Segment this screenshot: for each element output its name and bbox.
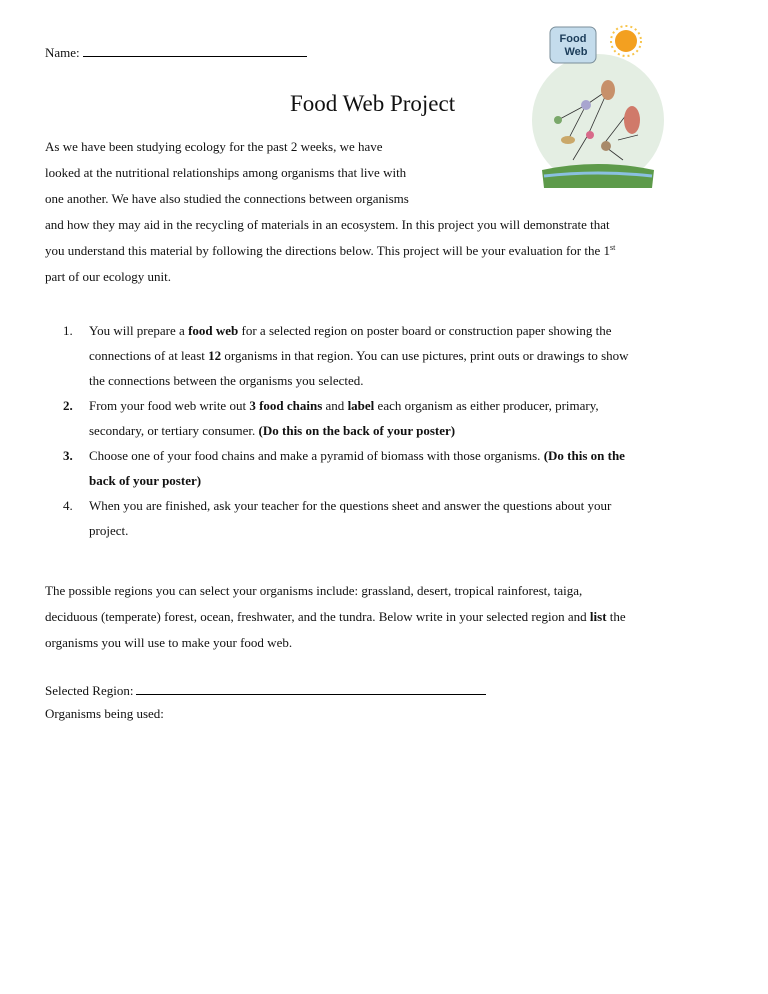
selected-region-label: Selected Region:: [45, 683, 134, 698]
page-title: Food Web Project: [290, 91, 456, 116]
sign-text-food: Food: [559, 33, 587, 45]
food-web-illustration: [528, 20, 668, 200]
list-item: 1. You will prepare a food web for a selected region on poster board or construction paper showing the connections of at least 12 organisms in that region. You can use pictures, print outs or drawings to show the connections between the organisms you selected.: [45, 318, 725, 393]
regions-paragraph: The possible regions you can select your organisms include: grassland, desert, tropical rainforest, taiga, deciduous (temperate) forest, ocean, freshwater, and the tundra. Below write in your selected region and list the organisms you will use to make your food web.: [45, 583, 626, 650]
superscript: st: [610, 243, 616, 252]
list-number: 3.: [63, 448, 73, 463]
intro-line: looked at the nutritional relationships among organisms that live with: [45, 165, 407, 180]
name-label: Name:: [45, 45, 80, 60]
selected-region-field: [45, 682, 486, 699]
intro-line: one another. We have also studied the connections between organisms: [45, 191, 409, 206]
list-item: 2. From your food web write out 3 food chains and label each organism as either producer, primary, secondary, or tertiary consumer. (Do this on the back of your poster): [45, 393, 725, 443]
name-field: [45, 44, 307, 61]
sun-icon: [611, 26, 641, 56]
intro-line: As we have been studying ecology for the past 2 weeks, we have: [45, 139, 383, 154]
intro-line: you understand this material by following the directions below. This project will be your evaluation for the 1st: [45, 243, 616, 258]
list-item: 3. Choose one of your food chains and make a pyramid of biomass with those organisms. (Do this on the back of your poster): [45, 443, 725, 493]
list-number: 1.: [63, 323, 73, 338]
list-item: 4. When you are finished, ask your teacher for the questions sheet and answer the questions about your project.: [45, 493, 725, 543]
intro-line: part of our ecology unit.: [45, 269, 171, 284]
name-blank-line[interactable]: [83, 44, 307, 57]
intro-line: and how they may aid in the recycling of materials in an ecosystem. In this project you will demonstrate that: [45, 217, 610, 232]
sign-text-web: Web: [564, 46, 588, 58]
list-number: 2.: [63, 398, 73, 413]
organisms-label: Organisms being used:: [45, 706, 164, 721]
selected-region-blank-line[interactable]: [136, 682, 486, 695]
list-number: 4.: [63, 498, 73, 513]
directions-list: [45, 318, 725, 543]
